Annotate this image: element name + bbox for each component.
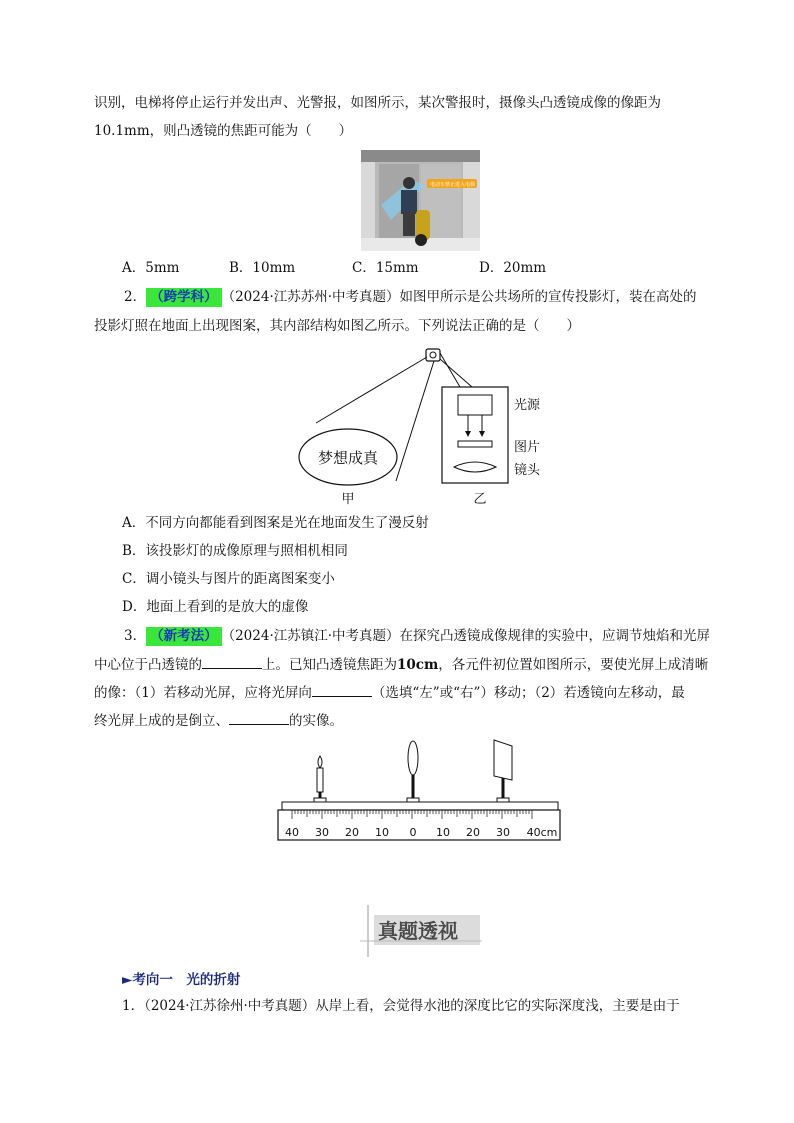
label-source: 光源 bbox=[514, 398, 541, 413]
pattern-text: 梦想成真 bbox=[317, 449, 379, 467]
q3-blank-1[interactable] bbox=[202, 654, 262, 669]
q2-option-a[interactable]: A．不同方向都能看到图案是光在地面发生了漫反射 bbox=[122, 515, 429, 531]
ruler-label: 10 bbox=[436, 826, 450, 839]
q3-text-2c: ，各元件初位置如图所示，要使光屏上成清晰 bbox=[438, 657, 709, 673]
ruler-label: 40cm bbox=[526, 826, 558, 839]
ruler-label: 30 bbox=[315, 826, 329, 839]
q1-option-a[interactable]: A．5mm bbox=[122, 260, 180, 276]
optical-bench-figure bbox=[276, 738, 562, 844]
ruler-label: 20 bbox=[466, 826, 480, 839]
ruler-label: 20 bbox=[345, 826, 359, 839]
q1-option-d[interactable]: D．20mm bbox=[479, 260, 547, 276]
section-badge bbox=[360, 905, 482, 957]
q2-option-c[interactable]: C．调小镜头与图片的距离图案变小 bbox=[122, 571, 335, 587]
q2-line-1 bbox=[124, 287, 697, 307]
q3-line-2 bbox=[94, 654, 708, 675]
q2-option-b[interactable]: B．该投影灯的成像原理与照相机相同 bbox=[122, 543, 348, 559]
q4-line-1: 1．（2024·江苏徐州·中考真题）从岸上看，会觉得水池的深度比它的实际深度浅，主要是由于 bbox=[122, 998, 680, 1014]
intro-line-2: 10.1mm，则凸透镜的焦距可能为（ ） bbox=[94, 123, 353, 139]
label-yi: 乙 bbox=[473, 492, 487, 507]
q3-blank-3[interactable] bbox=[229, 710, 289, 725]
elevator-warning-sign: 电动车禁止进入电梯 bbox=[430, 182, 476, 188]
q3-line-4 bbox=[94, 710, 343, 731]
q1-option-c[interactable]: C．15mm bbox=[352, 260, 419, 276]
q3-line-3 bbox=[94, 682, 685, 703]
label-jia: 甲 bbox=[341, 492, 355, 507]
q3-tag: （新考法） bbox=[146, 627, 222, 646]
q3-text-4a: 终光屏上成的是倒立、 bbox=[94, 713, 229, 729]
q3-line-1 bbox=[124, 626, 710, 646]
q2-option-d[interactable]: D．地面上看到的是放大的虚像 bbox=[122, 599, 309, 615]
q2-text-1: （2024·江苏苏州·中考真题）如图甲所示是公共场所的宣传投影灯，装在高处的 bbox=[221, 289, 697, 305]
q2-tag: （跨学科） bbox=[146, 288, 222, 307]
q1-option-b[interactable]: B．10mm bbox=[229, 260, 296, 276]
projector-figure bbox=[296, 343, 556, 513]
elevator-photo bbox=[361, 150, 480, 251]
q3-focal-length: 10cm bbox=[397, 657, 439, 673]
q3-blank-2[interactable] bbox=[312, 682, 372, 697]
q3-text-4b: 的实像。 bbox=[289, 713, 343, 729]
section-title: 真题透视 bbox=[378, 919, 458, 943]
label-picture: 图片 bbox=[514, 440, 541, 455]
ruler-label: 0 bbox=[409, 826, 417, 839]
kaoxiang-heading: ►考向一 光的折射 bbox=[122, 972, 241, 988]
ruler-label: 30 bbox=[496, 826, 510, 839]
q3-text-2a: 中心位于凸透镜的 bbox=[94, 657, 202, 673]
q3-text-3a: 的像：（1）若移动光屏，应将光屏向 bbox=[94, 685, 312, 701]
q3-number: 3． bbox=[124, 628, 147, 644]
ruler-label: 40 bbox=[285, 826, 299, 839]
q3-text-3b: （选填“左”或“右”）移动；（2）若透镜向左移动，最 bbox=[371, 685, 685, 701]
q3-text-2b: 上。已知凸透镜焦距为 bbox=[262, 657, 397, 673]
label-lens: 镜头 bbox=[514, 463, 541, 478]
q3-text-1: （2024·江苏镇江·中考真题）在探究凸透镜成像规律的实验中，应调节烛焰和光屏 bbox=[221, 628, 711, 644]
intro-line-1: 识别，电梯将停止运行并发出声、光警报，如图所示，某次警报时，摄像头凸透镜成像的像距为 bbox=[94, 95, 661, 111]
q2-line-2: 投影灯照在地面上出现图案，其内部结构如图乙所示。下列说法正确的是（ ） bbox=[94, 318, 580, 334]
q2-number: 2． bbox=[124, 289, 147, 305]
ruler-label: 10 bbox=[375, 826, 389, 839]
